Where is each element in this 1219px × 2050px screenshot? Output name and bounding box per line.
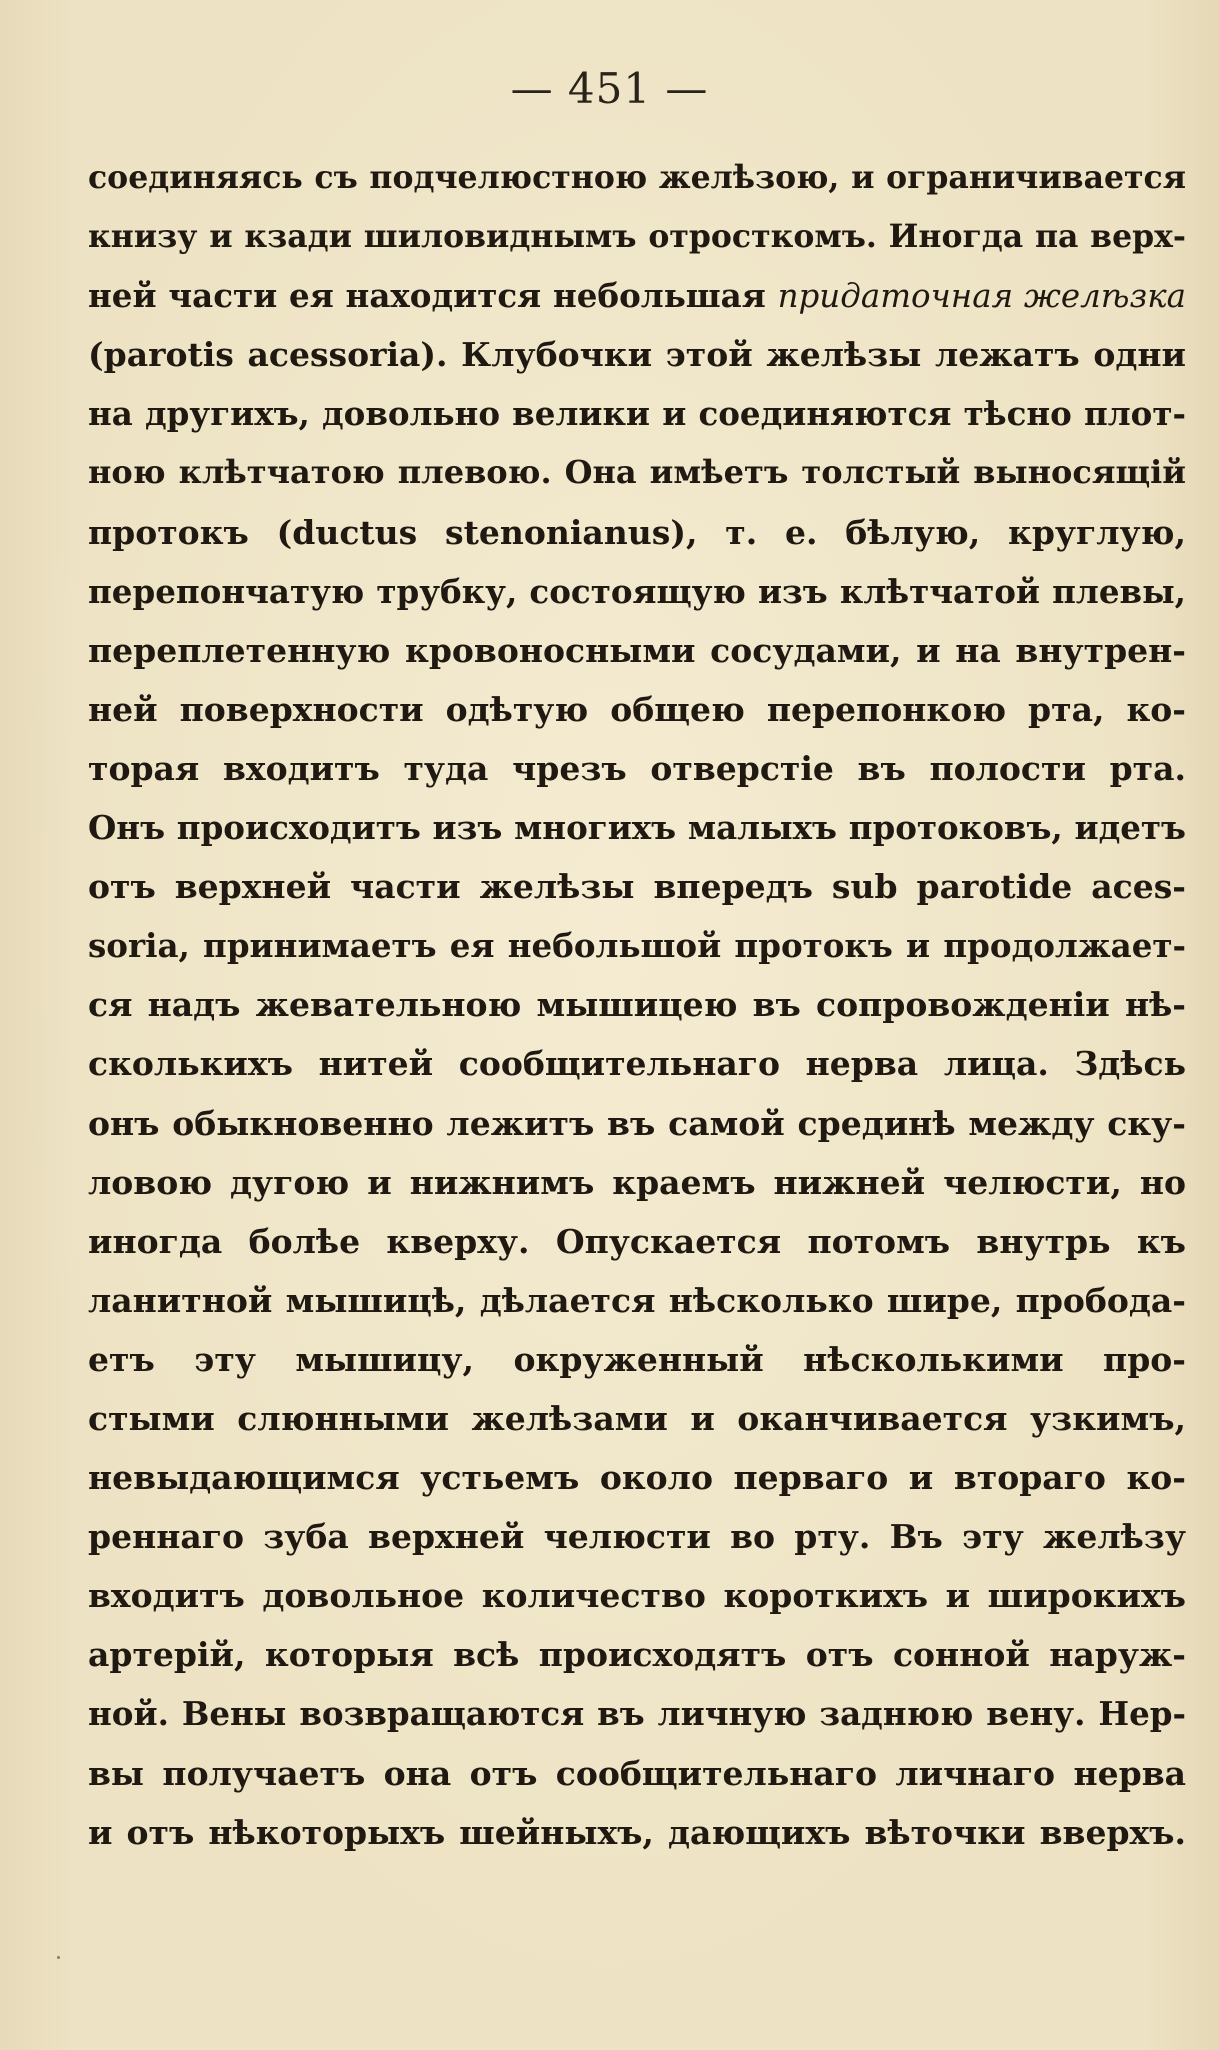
text-line-15: ся надъ жевательною мышицею въ сопровожденіи нѣ-: [88, 985, 1186, 1025]
page-number: — 451 —: [510, 64, 709, 113]
text-line-14: soria, принимаетъ ея небольшой протокъ и продолжает-: [88, 926, 1186, 966]
text-line-10: ней поверхности одѣтую общею перепонкою рта, ко-: [88, 689, 1186, 729]
text-line-1: соединяясь съ подчелюстною желѣзою, и ограничивается: [88, 159, 1186, 196]
text-line-23: невыдающимся устьемъ около перваго и втораго ко-: [88, 1458, 1186, 1498]
text-line-12: Онъ происходитъ изъ многихъ малыхъ протоковъ, идетъ: [88, 808, 1186, 848]
text-line-9: переплетенную кровоносными сосудами, и на внутрен-: [88, 630, 1186, 670]
text-line-29: и отъ нѣкоторыхъ шейныхъ, дающихъ вѣточки вверхъ.: [88, 1812, 1186, 1852]
text-line-11: торая входитъ туда чрезъ отверстіе въ полости рта.: [88, 748, 1186, 788]
text-line-19: иногда болѣе кверху. Опускается потомъ внутрь къ: [88, 1221, 1186, 1261]
text-line-4: (parotis acessoria). Клубочки этой желѣзы лежатъ одни: [88, 335, 1186, 375]
text-line-27: ной. Вены возвращаются въ личную заднюю вену. Нер-: [88, 1694, 1186, 1734]
body-text: [88, 148, 1186, 1862]
text-line-3-roman: ней части ея находится небольшая: [88, 276, 766, 316]
text-line-18: ловою дугою и нижнимъ краемъ нижней челюсти, но: [88, 1162, 1186, 1202]
italic-term: придаточная желѣзка: [777, 277, 1186, 316]
text-line-25: входитъ довольное количество короткихъ и широкихъ: [88, 1576, 1186, 1616]
text-line-28: вы получаетъ она отъ сообщительнаго личнаго нерва: [88, 1753, 1186, 1793]
text-line-16: сколькихъ нитей сообщительнаго нерва лица. Здѣсь: [88, 1044, 1186, 1084]
text-line-3: [88, 266, 1186, 325]
paper-speck: [57, 1956, 60, 1959]
text-line-6: ною клѣтчатою плевою. Она имѣетъ толстый выносящій: [88, 453, 1186, 492]
text-line-17: онъ обыкновенно лежитъ въ самой срединѣ между ску-: [88, 1103, 1186, 1143]
text-line-5: на другихъ, довольно велики и соединяются тѣсно плот-: [88, 394, 1186, 434]
text-line-24: реннаго зуба верхней челюсти во рту. Въ эту желѣзу: [88, 1517, 1186, 1557]
text-line-13: отъ верхней части желѣзы впередъ sub parotide aces-: [88, 867, 1186, 907]
text-line-21: етъ эту мышицу, окруженный нѣсколькими про-: [88, 1339, 1186, 1379]
text-line-26: артерій, которыя всѣ происходятъ отъ сонной наруж-: [88, 1635, 1186, 1675]
text-line-8: перепончатую трубку, состоящую изъ клѣтчатой плевы,: [88, 571, 1186, 611]
text-line-2: книзу и кзади шиловиднымъ отросткомъ. Иногда па верх-: [88, 218, 1186, 256]
text-line-20: ланитной мышицѣ, дѣлается нѣсколько шире, пробода-: [88, 1280, 1186, 1320]
text-line-7: протокъ (ductus stenonianus), т. е. бѣлую, круглую,: [88, 512, 1186, 552]
text-line-22: стыми слюнными желѣзами и оканчивается узкимъ,: [88, 1398, 1186, 1438]
